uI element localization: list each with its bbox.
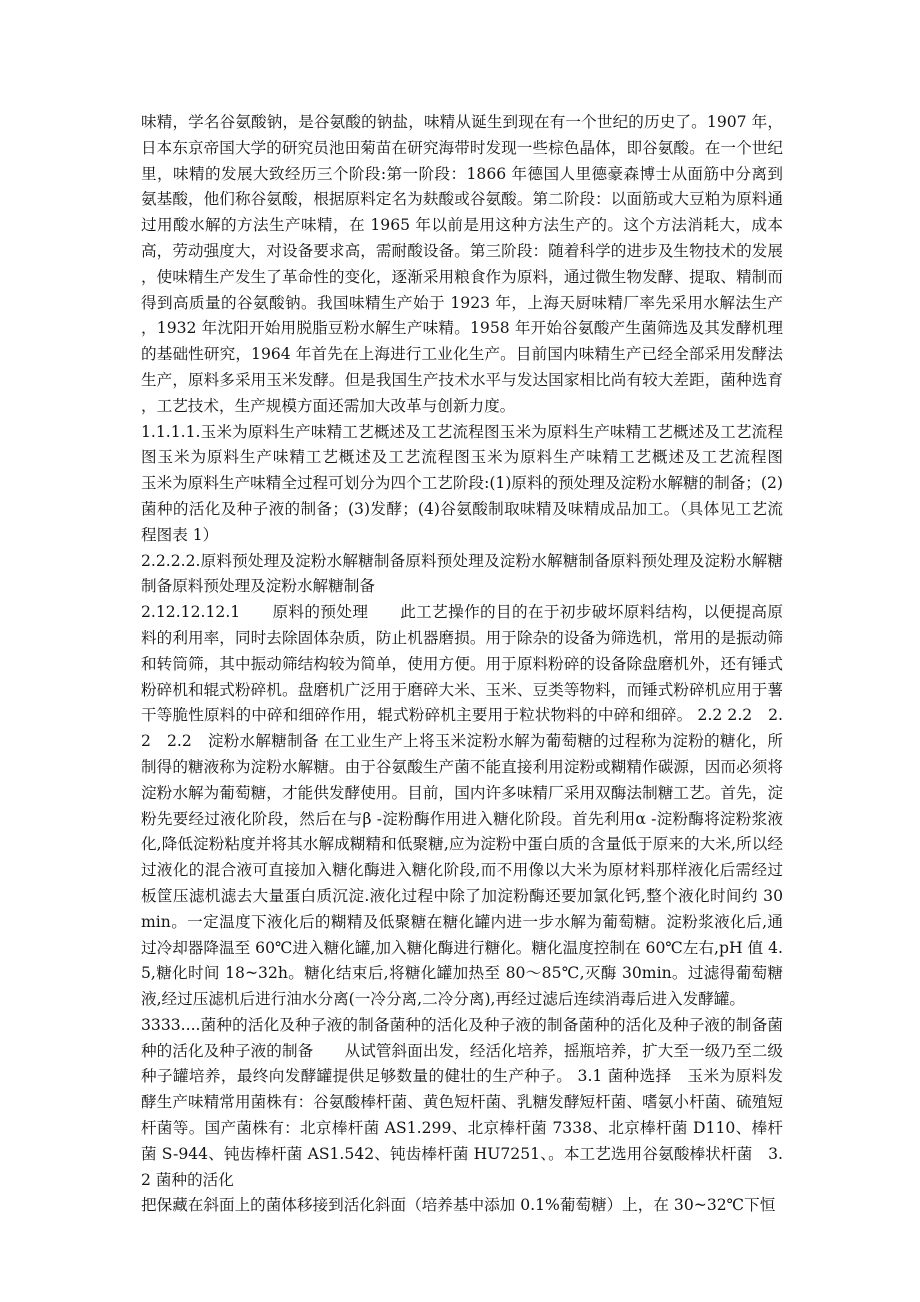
section-2-heading: 2.2.2.2.原料预处理及淀粉水解糖制备原料预处理及淀粉水解糖制备原料预处理及淀粉水解糖制备原料预处理及淀粉水解糖制备 [141,551,783,596]
section-3-2-text: 把保藏在斜面上的菌体移接到活化斜面（培养基中添加 0.1%葡萄糖）上，在 30~32℃下恒 [141,1196,776,1215]
intro-paragraph: 味精，学名谷氨酸钠，是谷氨酸的钠盐，味精从诞生到现在有一个世纪的历史了。1907 年，日本东京帝国大学的研究员池田菊苗在研究海带时发现一些棕色晶体，即谷氨酸。在一个世纪里，味精的发展大致经历三个阶段:第一阶段：1866 年德国人里德豪森博士从面筋中分离到氨基酸，他们称谷氨酸，根据原料定名为麸酸或谷氨酸。第二阶段：以面筋或大豆粕为原料通过用酸水解的方法生产味精，在 1965 年以前是用这种方法生产的。这个方法消耗大，成本高，劳动强度大，对设备要求高，需耐酸设备。第三阶段：随着科学的进步及生物技术的发展，使味精生产发生了革命性的变化，逐渐采用粮食作为原料，通过微生物发酵、提取、精制而得到高质量的谷氨酸钠。我国味精生产始于 1923 年，上海天厨味精厂率先采用水解法生产，1932 年沈阳开始用脱脂豆粉水解生产味精。1958 年开始谷氨酸产生菌筛选及其发酵机理的基础性研究，1964 年首先在上海进行工业化生产。目前国内味精生产已经全部采用发酵法生产，原料多采用玉米发酵。但是我国生产技术水平与发达国家相比尚有较大差距，菌种选育，工艺技术，生产规模方面还需加大改革与创新力度。 [141,113,783,415]
section-2-1-pretreatment: 2.12.12.12.1 原料的预处理 此工艺操作的目的在于初步破坏原料结构，以便提高原料的利用率，同时去除固体杂质，防止机器磨损。用于除杂的设备为筛选机，常用的是振动筛和转筒筛，其中振动筛结构较为简单，使用方便。用于原料粉碎的设备除盘磨机外，还有锤式粉碎机和辊式粉碎机。盘磨机广泛用于磨碎大米、玉米、豆类等物料，而锤式粉碎机应用于薯干等脆性原料的中碎和细碎作用，辊式粉碎机主要用于粒状物料的中碎和细碎。 2.2 2.2 2.2 2.2 淀粉水解糖制备 在工业生产上将玉米淀粉水解为葡萄糖的过程称为淀粉的糖化，所制得的糖液称为淀粉水解糖。由于谷氨酸生产菌不能直接利用淀粉或糊精作碳源，因而必须将淀粉水解为葡萄糖，才能供发酵使用。目前，国内许多味精厂采用双酶法制糖工艺。首先，淀粉先要经过液化阶段，然后在与β -淀粉酶作用进入糖化阶段。首先利用α -淀粉酶将淀粉浆液化,降低淀粉粘度并将其水解成糊精和低聚糖,应为淀粉中蛋白质的含量低于原来的大米,所以经过液化的混合液可直接加入糖化酶进入糖化阶段,而不用像以大米为原材料那样液化后需经过板筐压滤机滤去大量蛋白质沉淀.液化过程中除了加淀粉酶还要加氯化钙,整个液化时间约 30min。一定温度下液化后的糊精及低聚糖在糖化罐内进一步水解为葡萄糖。淀粉浆液化后,通过冷却器降温至 60℃进入糖化罐,加入糖化酶进行糖化。糖化温度控制在 60℃左右,pH 值 4.5,糖化时间 18~32h。糖化结束后,将糖化罐加热至 80～85℃,灭酶 30min。过滤得葡萄糖液,经过压滤机后进行油水分离(一冷分离,二冷分离),再经过滤后连续消毒后进入发酵罐。 [141,603,783,1009]
document-page [141,110,815,1219]
section-3-strain-activation: 3333....菌种的活化及种子液的制备菌种的活化及种子液的制备菌种的活化及种子液的制备菌种的活化及种子液的制备 从试管斜面出发，经活化培养，摇瓶培养，扩大至一级乃至二级种子罐培养，最终向发酵罐提供足够数量的健壮的生产种子。 3.1 菌种选择 玉米为原料发酵生产味精常用菌株有：谷氨酸棒杆菌、黄色短杆菌、乳糖发酵短杆菌、嗜氨小杆菌、硫殖短杆菌等。国产菌株有：北京棒杆菌 AS1.299、北京棒杆菌 7338、北京棒杆菌 D110、棒杆菌 S-944、钝齿棒杆菌 AS1.542、钝齿棒杆菌 HU7251、。本工艺选用谷氨酸棒状杆菌 3.2 菌种的活化 [141,1015,783,1189]
section-1-process-overview: 1.1.1.1.玉米为原料生产味精工艺概述及工艺流程图玉米为原料生产味精工艺概述及工艺流程图玉米为原料生产味精工艺概述及工艺流程图玉米为原料生产味精工艺概述及工艺流程图 玉米为原料生产味精全过程可划分为四个工艺阶段:(1)原料的预处理及淀粉水解糖的制备；(2)菌种的活化及种子液的制备；(3)发酵；(4)谷氨酸制取味精及味精成品加工。（具体见工艺流程图表 1） [141,422,815,544]
